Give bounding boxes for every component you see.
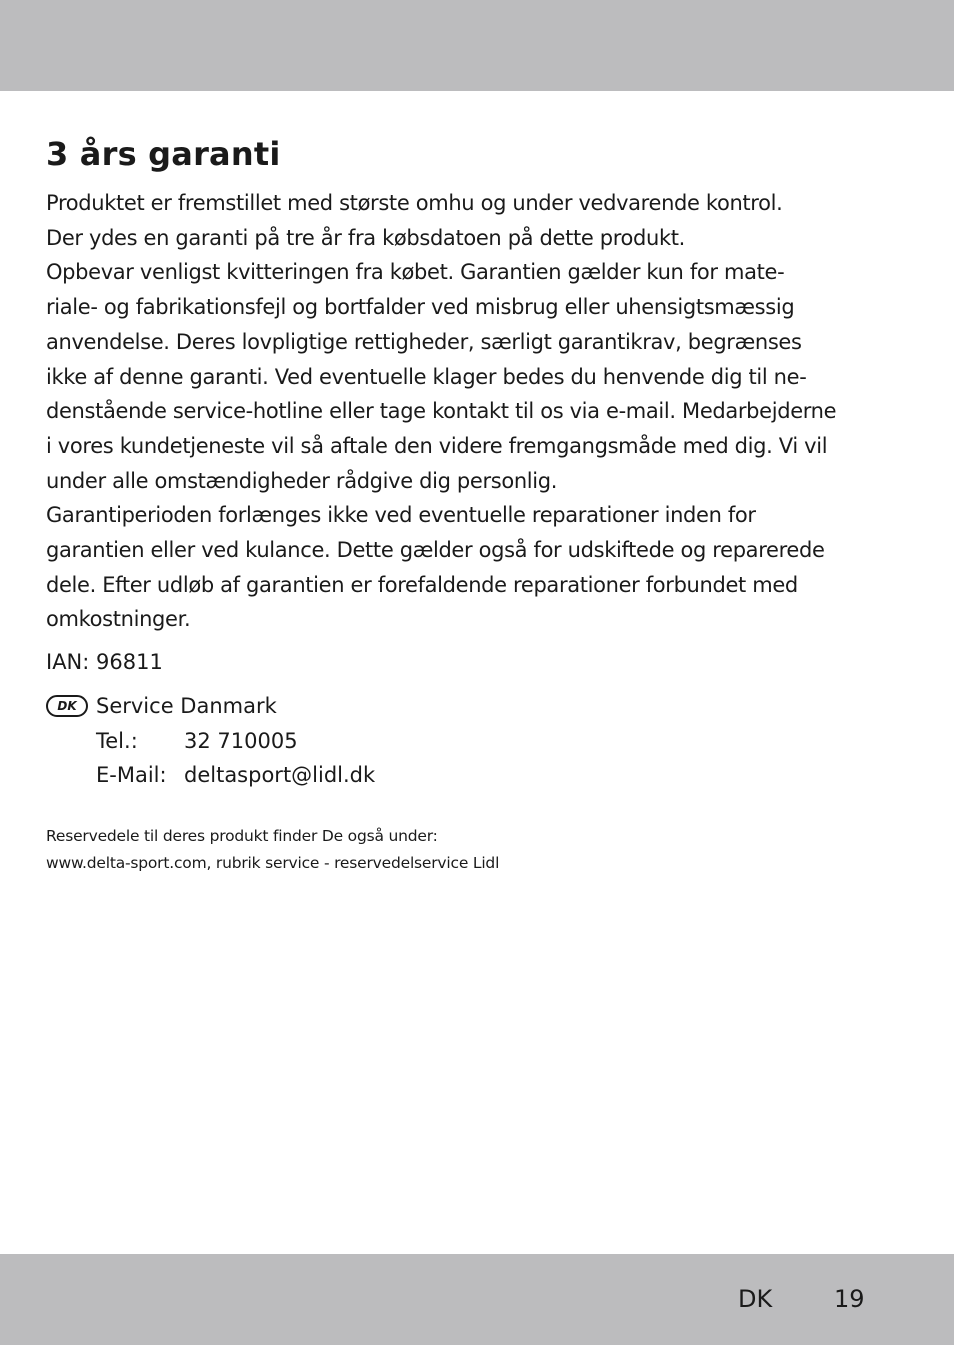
spare-parts-note: [46, 823, 916, 877]
body-line: omkostninger.: [46, 607, 191, 632]
body-line: anvendelse. Deres lovpligtige rettigheder, særligt garantikrav, begrænses: [46, 329, 802, 354]
body-line: Produktet er fremstillet med største omhu og under vedvarende kontrol.: [46, 191, 783, 215]
spare-parts-url: www.delta-sport.com, rubrik service - reservedelservice Lidl: [46, 853, 500, 872]
email-label: E-Mail:: [96, 763, 167, 788]
ian-number: IAN: 96811: [46, 650, 163, 675]
body-line: Garantiperioden forlænges ikke ved eventuelle reparationer inden for: [46, 503, 756, 528]
tel-value: 32 710005: [184, 728, 298, 753]
body-line: dele. Efter udløb af garantien er forefaldende reparationer forbundet med: [46, 572, 798, 597]
footer-language: DK: [738, 1285, 773, 1313]
email-value: deltasport@lidl.dk: [184, 763, 376, 788]
body-line: riale- og fabrikationsfejl og bortfalder ved misbrug eller uhensigtsmæssig: [46, 295, 795, 320]
footer-band: [0, 1254, 954, 1345]
body-line: Opbevar venligst kvitteringen fra købet. Garantien gælder kun for mate-: [46, 260, 785, 285]
header-band: [0, 0, 954, 91]
body-line: denstående service-hotline eller tage kontakt til os via e-mail. Medarbejderne: [46, 399, 837, 424]
spare-parts-line: Reservedele til deres produkt finder De også under:: [46, 826, 438, 845]
body-line: garantien eller ved kulance. Dette gælder også for udskiftede og reparerede: [46, 538, 825, 563]
warranty-section: [46, 132, 916, 877]
body-line: ikke af denne garanti. Ved eventuelle klager bedes du henvende dig til ne-: [46, 364, 807, 389]
tel-label: Tel.:: [96, 728, 138, 753]
service-title: Service Danmark: [96, 693, 277, 718]
body-line: i vores kundetjeneste vil så aftale den videre fremgangsmåde med dig. Vi vil: [46, 433, 828, 458]
page-title: 3 års garanti: [46, 135, 281, 173]
service-block: [46, 689, 916, 793]
service-tel-row: [46, 724, 916, 759]
body-line: Der ydes en garanti på tre år fra købsdatoen på dette produkt.: [46, 225, 685, 250]
body-line: under alle omstændigheder rådgive dig personlig.: [46, 468, 558, 493]
country-badge-icon: DK: [46, 695, 88, 717]
page-number: 19: [834, 1285, 865, 1313]
warranty-body: [46, 186, 916, 637]
service-email-row: [46, 758, 916, 793]
